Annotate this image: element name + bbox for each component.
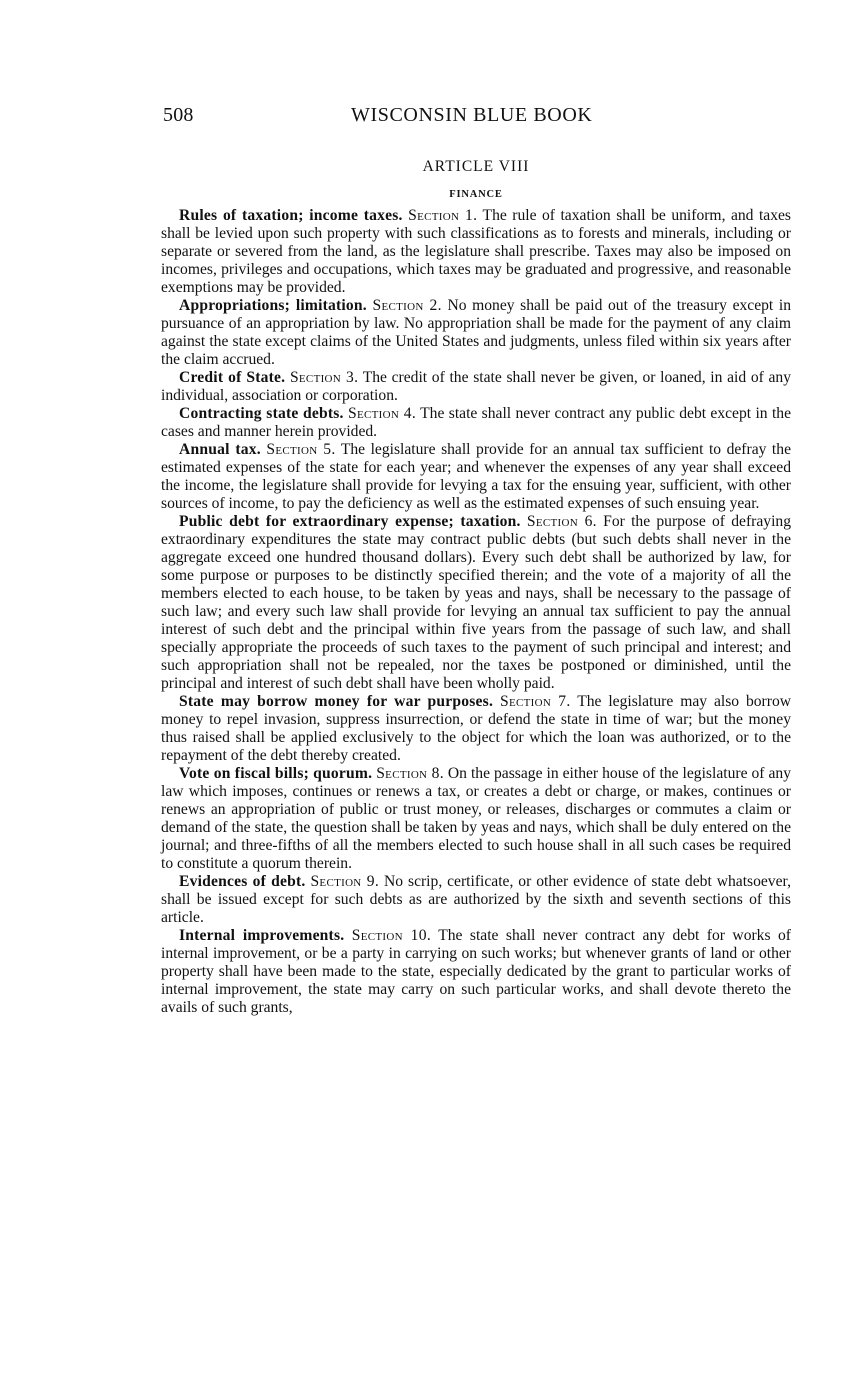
section-9-paragraph <box>161 873 791 927</box>
running-title: WISCONSIN BLUE BOOK <box>351 104 593 126</box>
section-7-paragraph <box>161 693 791 765</box>
section-text: No money shall be paid out of the treasury except in pursuance of an appropriation by law. No appropriation shall be made for the payment of any claim against the state except claims of the United States and judgments, unless filed within six years after the claim accrued. <box>161 297 792 368</box>
article-subtitle: FINANCE <box>449 189 503 200</box>
section-label: Section 8. <box>376 765 444 782</box>
section-label: Section 5. <box>266 441 336 458</box>
section-text: The legislature shall provide for an annual tax sufficient to defray the estimated expenses of the state for each year; and whenever the expenses of any year shall exceed the income, the legislature shall provide for levying a tax for the ensuing year, sufficient, with other sources of income, to pay the deficiency as well as the estimated expenses of such ensuing year. <box>161 441 791 512</box>
section-label: Section 2. <box>372 297 442 314</box>
section-label: Section 3. <box>289 369 359 386</box>
section-text: The credit of the state shall never be given, or loaned, in aid of any individual, association or corporation. <box>161 369 792 404</box>
running-head <box>161 104 791 130</box>
section-6-paragraph <box>161 513 791 693</box>
section-heading: State may borrow money for war purposes. <box>179 693 494 710</box>
section-1-paragraph <box>161 207 791 297</box>
section-label: Section 4. <box>348 405 417 422</box>
section-heading: Contracting state debts. <box>179 405 344 422</box>
section-label: Section 7. <box>499 693 571 710</box>
section-text: The state shall never contract any public debt except in the cases and manner herein provided. <box>161 405 791 440</box>
section-text: The state shall never contract any debt for works of internal improvement, or be a party in carrying on such works; but whenever grants of land or other property shall have been made to the state, especially dedicated by the grant to particular works of internal improvement, the state may carry on such particular works, and shall devote thereto the avails of such grants, <box>161 927 791 1016</box>
article-body <box>161 207 791 1017</box>
section-label: Section 10. <box>351 927 432 944</box>
section-8-paragraph <box>161 765 791 873</box>
section-heading: Internal improvements. <box>179 927 345 944</box>
section-heading: Annual tax. <box>179 441 261 458</box>
section-label: Section 9. <box>310 873 380 890</box>
section-label: Section 1. <box>408 207 478 224</box>
section-text: The legislature may also borrow money to repel invasion, suppress insurrection, or defend the state in time of war; but the money thus raised shall be applied exclusively to the object for which the loan was authorized, or to the repayment of the debt thereby created. <box>161 693 792 764</box>
section-heading: Evidences of debt. <box>179 873 306 890</box>
section-label: Section 6. <box>526 513 597 530</box>
section-text: On the passage in either house of the legislature of any law which imposes, continues or renews a tax, or creates a debt or charge, or makes, continues or renews an appropriation of public or trust money, or releases, discharges or commutes a claim or demand of the state, the question shall be taken by yeas and nays, which shall be duly entered on the journal; and three-fifths of all the members elected to such house shall in all such cases be required to constitute a quorum therein. <box>161 765 791 872</box>
section-heading: Rules of taxation; income taxes. <box>179 207 403 224</box>
section-2-paragraph <box>161 297 791 369</box>
page-number: 508 <box>163 104 194 126</box>
section-5-paragraph <box>161 441 791 513</box>
section-heading: Credit of State. <box>179 369 286 386</box>
section-text: For the purpose of defraying extraordinary expenditures the state may contract public debts (but such debts shall never in the aggregate exceed one hundred thousand dollars). Every such debt shall be authorized by law, for some purpose or purposes to be distinctly specified therein; and the vote of a majority of all the members elected to each house, to be taken by yeas and nays, shall be necessary to the passage of such law; and every such law shall provide for levying an annual tax sufficient to pay the annual interest of such debt and the principal within five years from the passage of such law, and shall specially appropriate the proceeds of such taxes to the payment of such principal and interest; and such appropriation shall not be repealed, nor the taxes be postponed or diminished, until the principal and interest of such debt shall have been wholly paid. <box>161 513 792 692</box>
section-10-paragraph <box>161 927 791 1017</box>
section-heading: Public debt for extraordinary expense; taxation. <box>179 513 521 530</box>
section-heading: Vote on fiscal bills; quorum. <box>179 765 373 782</box>
section-heading: Appropriations; limitation. <box>179 297 367 314</box>
section-4-paragraph <box>161 405 791 441</box>
section-text: The rule of taxation shall be uniform, and taxes shall be levied upon such property with such classifications as to forests and minerals, including or separate or severed from the land, as the legislature shall prescribe. Taxes may also be imposed on incomes, privileges and occupations, which taxes may be graduated and progressive, and reasonable exemptions may be provided. <box>161 207 791 296</box>
section-3-paragraph <box>161 369 791 405</box>
section-text: No scrip, certificate, or other evidence of state debt whatsoever, shall be issued except for such debts as are authorized by the sixth and seventh sections of this article. <box>161 873 791 926</box>
article-title: ARTICLE VIII <box>422 158 530 175</box>
